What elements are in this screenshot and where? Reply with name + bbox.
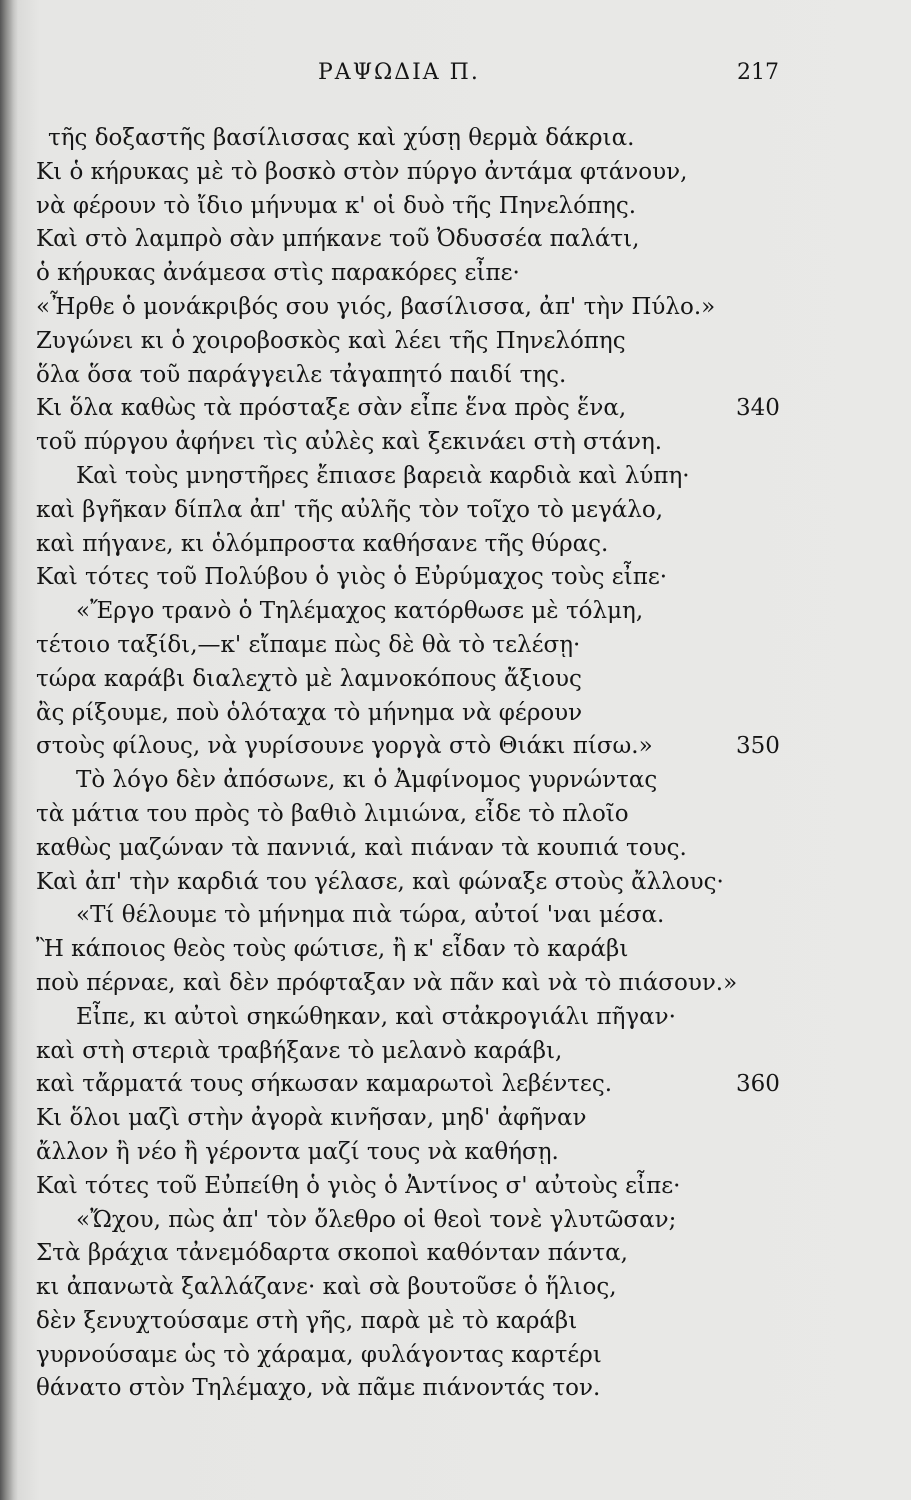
verse-text: Κι ὅλα καθὼς τὰ πρόσταξε σὰν εἶπε ἕνα πρὸς ἕνα,	[36, 395, 627, 422]
verse-text: τέτοιο ταξίδι,—κ' εἴπαμε πὼς δὲ θὰ τὸ τελέσῃ·	[36, 631, 581, 658]
verse-text: ὁ κήρυκας ἀνάμεσα στὶς παρακόρες εἶπε·	[36, 260, 520, 287]
verse-text: Εἶπε, κι αὐτοὶ σηκώθηκαν, καὶ στἀκρογιάλι πῆγαν·	[76, 1003, 676, 1030]
verse-text: στοὺς φίλους, νὰ γυρίσουνε γοργὰ στὸ Θιάκι πίσω.»	[36, 733, 653, 760]
verse-text: ποὺ πέρναε, καὶ δὲν πρόφταξαν νὰ πᾶν καὶ νὰ τὸ πιάσουν.»	[36, 969, 738, 996]
verse-text: δὲν ξενυχτούσαμε στὴ γῆς, παρὰ μὲ τὸ καράβι	[36, 1307, 578, 1334]
verse-line	[36, 629, 836, 663]
verse-line	[36, 190, 836, 224]
verse-line	[36, 1204, 836, 1238]
verse-line	[36, 392, 836, 426]
running-head: ΡΑΨΩΔΙΑ Π.	[318, 60, 480, 85]
verse-line	[36, 257, 836, 291]
verse-text: καὶ στὴ στεριὰ τραβήξανε τὸ μελανὸ καράβι,	[36, 1037, 563, 1064]
verse-line	[36, 899, 836, 933]
verse-text: Στὰ βράχια τἀνεμόδαρτα σκοποὶ καθόνταν πάντα,	[36, 1240, 628, 1267]
verse-text: θάνατο στὸν Τηλέμαχο, νὰ πᾶμε πιάνοντάς τον.	[36, 1375, 601, 1402]
verse-line	[36, 359, 836, 393]
verse-line	[36, 1102, 836, 1136]
verse-line	[36, 325, 836, 359]
verse-text: γυρνούσαμε ὡς τὸ χάραμα, φυλάγοντας καρτέρι	[36, 1341, 602, 1368]
verse-line	[36, 595, 836, 629]
verse-line	[36, 866, 836, 900]
verse-text: Ζυγώνει κι ὁ χοιροβοσκὸς καὶ λέει τῆς Πηνελόπης	[36, 327, 626, 354]
verse-line	[36, 1170, 836, 1204]
verse-text: «Ὤχου, πὼς ἀπ' τὸν ὄλεθρο οἱ θεοὶ τονὲ γλυτῶσαν;	[76, 1206, 677, 1233]
verse-text: Καὶ τότες τοῦ Πολύβου ὁ γιὸς ὁ Εὐρύμαχος τοὺς εἶπε·	[36, 564, 668, 591]
verse-line	[36, 832, 836, 866]
verse-line	[36, 291, 836, 325]
verse-text: καὶ πήγανε, κι ὁλόμπροστα καθήσανε τῆς θύρας.	[36, 530, 609, 557]
verse-text: «Ἔργο τρανὸ ὁ Τηλέμαχος κατόρθωσε μὲ τόλμη,	[76, 598, 644, 625]
verse-block	[36, 122, 836, 1406]
verse-line	[36, 426, 836, 460]
verse-line	[36, 494, 836, 528]
verse-text: τὰ μάτια του πρὸς τὸ βαθιὸ λιμιώνα, εἶδε τὸ πλοῖο	[36, 800, 629, 827]
verse-text: τῆς δοξαστῆς βασίλισσας καὶ χύσῃ θερμὰ δάκρια.	[48, 125, 635, 151]
page-number: 217	[737, 60, 779, 85]
verse-line	[36, 730, 836, 764]
verse-line	[36, 1237, 836, 1271]
verse-line	[36, 122, 836, 156]
verse-text: καὶ βγῆκαν δίπλα ἀπ' τῆς αὐλῆς τὸν τοῖχο τὸ μεγάλο,	[36, 496, 664, 523]
line-number: 340	[736, 395, 780, 422]
verse-line	[36, 798, 836, 832]
verse-line	[36, 223, 836, 257]
verse-text: «Τί θέλουμε τὸ μήνημα πιὰ τώρα, αὐτοί 'ναι μέσα.	[76, 902, 665, 929]
verse-line	[36, 933, 836, 967]
verse-text: ἄλλον ἢ νέο ἢ γέροντα μαζί τους νὰ καθήσῃ.	[36, 1138, 559, 1165]
verse-line	[36, 561, 836, 595]
verse-text: ἂς ρίξουμε, ποὺ ὁλόταχα τὸ μήνημα νὰ φέρουν	[36, 699, 583, 726]
verse-text: νὰ φέρουν τὸ ἴδιο μήνυμα κ' οἱ δυὸ τῆς Πηνελόπης.	[36, 192, 637, 219]
verse-line	[36, 967, 836, 1001]
verse-text: «Ἦρθε ὁ μονάκριβός σου γιός, βασίλισσα, ἀπ' τὴν Πύλο.»	[36, 293, 716, 320]
verse-text: τοῦ πύργου ἀφήνει τὶς αὐλὲς καὶ ξεκινάει στὴ στάνη.	[36, 429, 663, 456]
verse-line	[36, 1035, 836, 1069]
verse-line	[36, 528, 836, 562]
verse-line	[36, 1136, 836, 1170]
verse-line	[36, 697, 836, 731]
verse-text: κι ἀπανωτὰ ξαλλάζανε· καὶ σὰ βουτοῦσε ὁ ἥλιος,	[36, 1274, 617, 1301]
verse-line	[36, 1305, 836, 1339]
verse-line	[36, 1271, 836, 1305]
verse-text: καὶ τἄρματά τους σήκωσαν καμαρωτοὶ λεβέντες.	[36, 1071, 613, 1098]
verse-line	[36, 1001, 836, 1035]
verse-text: Καὶ ἀπ' τὴν καρδιά του γέλασε, καὶ φώναξε στοὺς ἄλλους·	[36, 868, 724, 895]
verse-line	[36, 1068, 836, 1102]
verse-line	[36, 156, 836, 190]
verse-line	[36, 460, 836, 494]
verse-text: Καὶ στὸ λαμπρὸ σὰν μπήκανε τοῦ Ὀδυσσέα παλάτι,	[36, 226, 640, 253]
verse-line	[36, 663, 836, 697]
verse-text: Κι ὅλοι μαζὶ στὴν ἀγορὰ κινῆσαν, μηδ' ἀφῆναν	[36, 1105, 587, 1132]
verse-line	[36, 764, 836, 798]
verse-text: ὅλα ὅσα τοῦ παράγγειλε τἀγαπητό παιδί της.	[36, 361, 567, 388]
binding-edge	[0, 0, 18, 1500]
line-number: 360	[736, 1071, 780, 1098]
verse-line	[36, 1372, 836, 1406]
verse-text: Καὶ τότες τοῦ Εὐπείθη ὁ γιὸς ὁ Ἀντίνος σ' αὐτοὺς εἶπε·	[36, 1172, 681, 1199]
verse-text: Ἢ κάποιος θεὸς τοὺς φώτισε, ἢ κ' εἶδαν τὸ καράβι	[36, 936, 629, 963]
verse-text: Καὶ τοὺς μνηστῆρες ἔπιασε βαρειὰ καρδιὰ καὶ λύπη·	[76, 462, 690, 489]
verse-line	[36, 1339, 836, 1373]
verse-text: τώρα καράβι διαλεχτὸ μὲ λαμνοκόπους ἄξιους	[36, 665, 582, 692]
line-number: 350	[736, 733, 780, 760]
verse-text: Κι ὁ κήρυκας μὲ τὸ βοσκὸ στὸν πύργο ἀντάμα φτάνουν,	[36, 158, 688, 185]
verse-text: Τὸ λόγο δὲν ἀπόσωνε, κι ὁ Ἀμφίνομος γυρνώντας	[76, 767, 658, 794]
verse-text: καθὼς μαζώναν τὰ παννιά, καὶ πιάναν τὰ κουπιά τους.	[36, 834, 687, 861]
